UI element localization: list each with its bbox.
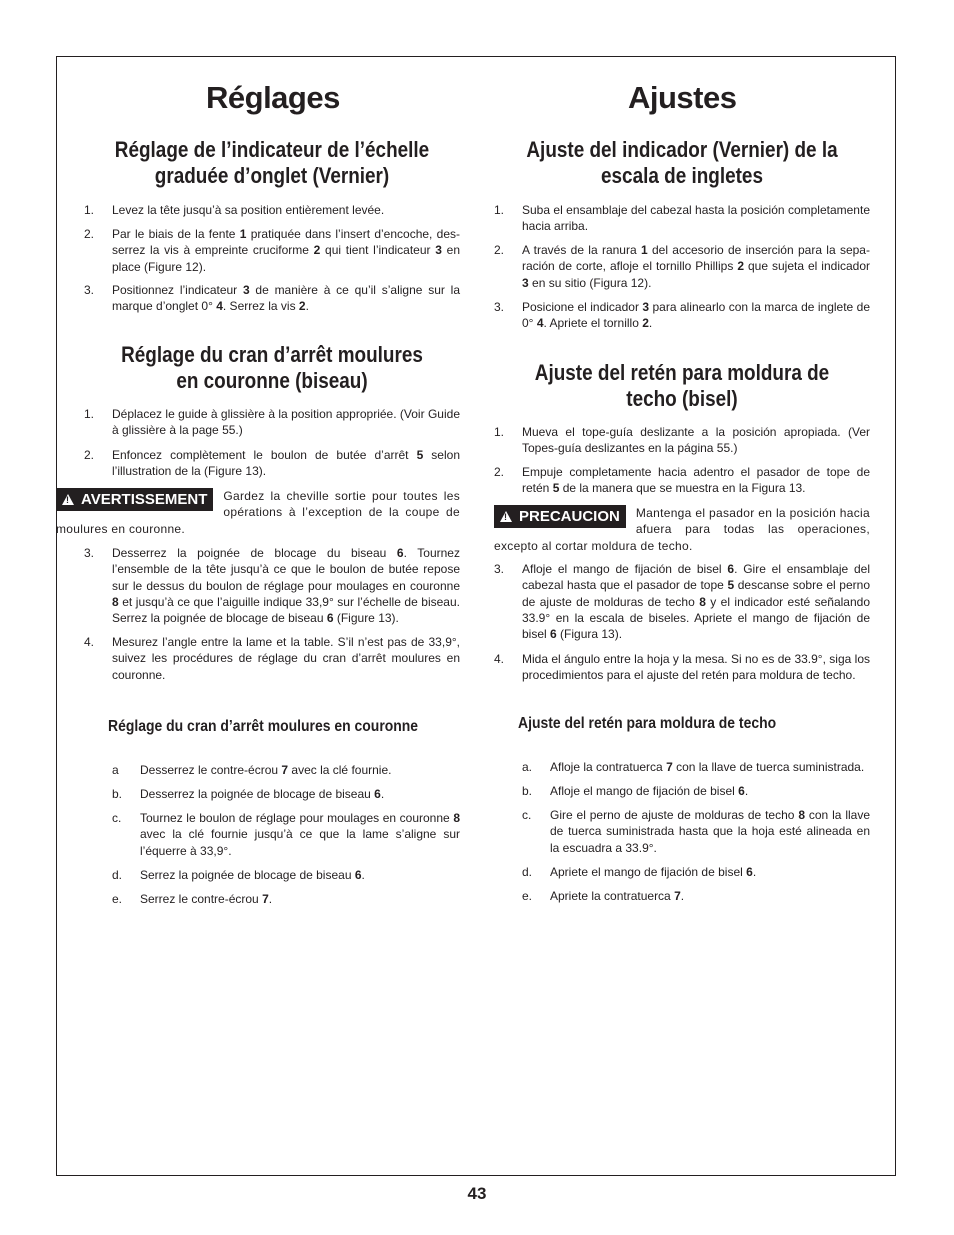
warning-label: AVERTISSEMENT [81,491,208,508]
item-text: Serrez la poignée de blocage de biseau 6. [140,868,365,882]
item-text: Suba el ensamblaje del cabezal hasta la posición completamente hacia arriba. [522,203,870,234]
list-item [84,891,460,907]
item-number: b. [112,787,123,801]
list-item [494,759,870,775]
item-number: 3. [494,300,505,314]
page-number: 43 [467,1184,487,1203]
item-number: 1. [494,203,505,217]
list-item [494,864,870,880]
item-text: Afloje el mango de fijación de bisel 6. [550,784,749,798]
page-title-fr: Réglages [206,80,340,115]
item-number: d. [522,865,533,879]
item-number: c. [522,808,532,822]
item-text: Desserrez la poignée de blocage de biseau 6. [140,787,385,801]
item-text: Apriete el mango de fijación de bisel 6. [550,865,757,879]
caution-badge [494,505,626,528]
subsection-heading: Réglage du cran d’arrêt moulures en couronne [108,718,419,735]
item-text: Levez la tête jusqu’à sa position entièrement levée. [112,203,385,217]
section-heading [84,342,460,394]
subsection-heading: Ajuste del retén para moldura de techo [518,715,777,732]
page-title-es: Ajustes [628,80,737,115]
heading-text: Réglage du cran d’arrêt moulures en couronne (biseau) [121,342,423,393]
item-text: Afloje el mango de fijación de bisel 6. Gire el ensamblaje del cabezal hasta que el pasador de tope 5 descanse sobre el perno de ajuste de molduras de techo 8 y el indicador esté señalando 33.9° en la escala de biseles. Apriete el mango de fijación de bisel 6 (Figura 13). [522,562,870,642]
item-text: Mueva el tope-guía deslizante a la posición apropiada. (Ver Topes-guía deslizantes en la página 55.) [522,425,870,456]
item-number: 2. [494,465,505,479]
item-text: Desserrez le contre-écrou 7 avec la clé fournie. [140,763,392,777]
list-item [494,464,870,497]
item-number: 1. [494,425,505,439]
list-item [494,783,870,799]
list-item [84,406,460,439]
item-number: 4. [494,652,505,666]
item-number: e. [522,889,533,903]
list-item [494,651,870,684]
caution-block [494,505,870,554]
warning-triangle-icon: ! [500,511,512,522]
item-number: c. [112,811,122,825]
item-number: 1. [84,203,95,217]
heading-text: Ajuste del retén para moldura de techo (bisel) [534,360,830,411]
list-item [494,202,870,235]
item-text: Tournez le boulon de réglage pour moulages en couronne 8 avec la clé fournie jusqu’à ce que la lame s’aligne sur l’équerre à 33,9°. [140,811,460,858]
item-text: Posicione el indicador 3 para alinearlo con la marca de inglete de 0° 4. Apriete el tornillo 2. [522,300,870,331]
item-number: 2. [84,227,95,241]
section-heading [494,360,870,412]
list-item [494,807,870,856]
list-item [84,762,460,778]
item-text: Afloje la contratuerca 7 con la llave de tuerca suministrada. [550,760,865,774]
item-text: Apriete la contratuerca 7. [550,889,685,903]
item-number: a. [522,760,533,774]
item-text: Gire el perno de ajuste de molduras de techo 8 con la llave de tuerca suministrada hasta que la hoja esté alineada en la escuadra a 33.9°. [550,808,870,855]
list-item [84,447,460,480]
item-text: Positionnez l’indicateur 3 de manière à ce qu’il s’aligne sur la marque d’onglet 0° 4. Serrez la vis 2. [112,283,460,314]
item-text: Déplacez le guide à glissière à la position appropriée. (Voir Guide à glissière à la page 55.) [112,407,460,438]
heading-text: Ajuste del indicador (Vernier) de la escala de ingletes [526,137,838,188]
list-item [494,888,870,904]
warning-text: Gardez la cheville sortie pour toutes les opérations à l’exception de la coupe de moulures en couronne. [56,489,460,536]
warning-triangle-icon: ! [62,494,74,505]
list-item [84,545,460,626]
item-number: a [112,763,119,777]
item-text: Serrez le contre-écrou 7. [140,892,273,906]
caution-label: PRECAUCION [519,508,620,525]
heading-text: Réglage de l’indicateur de l’échelle graduée d’onglet (Vernier) [114,137,430,188]
item-text: Par le biais de la fente 1 pratiquée dans l’insert d’encoche, des-serrez la vis à empreinte cruciforme 2 qui tient l’indicateur 3 en place (Figure 12). [112,227,461,274]
section-heading [84,137,460,189]
item-text: Mesurez l’angle entre la lame et la table. S’il n’est pas de 33,9°, suivez les procédures de réglage du cran d’arrêt moulures en couronne. [112,635,460,682]
item-number: 3. [84,283,95,297]
list-item [494,561,870,642]
section-heading [494,137,870,189]
item-text: Mida el ángulo entre la hoja y la mesa. Si no es de 33.9°, siga los procedimientos para el ajuste del retén para moldura de techo. [522,652,870,683]
item-text: Empuje completamente hacia adentro el pasador de tope de retén 5 de la manera que se muestra en la Figura 13. [522,465,870,496]
list-item [494,299,870,332]
item-text: Enfoncez complètement le boulon de butée d’arrêt 5 selon l’illustration de la (Figure 13). [112,448,460,479]
list-item [84,810,460,859]
item-number: 2. [494,243,505,257]
list-item [84,867,460,883]
warning-badge [56,488,213,511]
list-item [494,242,870,291]
list-item [84,786,460,802]
item-number: 2. [84,448,95,462]
item-number: 1. [84,407,95,421]
list-item [84,634,460,683]
list-item [494,424,870,457]
item-number: 3. [494,562,505,576]
caution-text: Mantenga el pasador en la posición hacia afuera para todas las operaciones, excepto al cortar moldura de techo. [494,506,870,553]
list-item [84,202,460,218]
item-number: d. [112,868,123,882]
warning-block [56,488,460,537]
list-item [84,226,460,275]
item-number: e. [112,892,123,906]
item-number: 4. [84,635,95,649]
item-text: A través de la ranura 1 del accesorio de inserción para la sepa-ración de corte, afloje el tornillo Phillips 2 que sujeta el indicador 3 en su sitio (Figura 12). [522,243,871,290]
item-number: b. [522,784,533,798]
list-item [84,282,460,315]
item-number: 3. [84,546,95,560]
item-text: Desserrez la poignée de blocage du biseau 6. Tournez l’ensemble de la tête jusqu’à ce que le boulon de butée repose sur le dessus du boulon de réglage pour moulages en couronne 8 et jusqu’à ce que l’aiguille indique 33,9° sur l’échelle de biseau. Serrez la poignée de blocage de biseau 6 (Figure 13). [112,546,460,626]
